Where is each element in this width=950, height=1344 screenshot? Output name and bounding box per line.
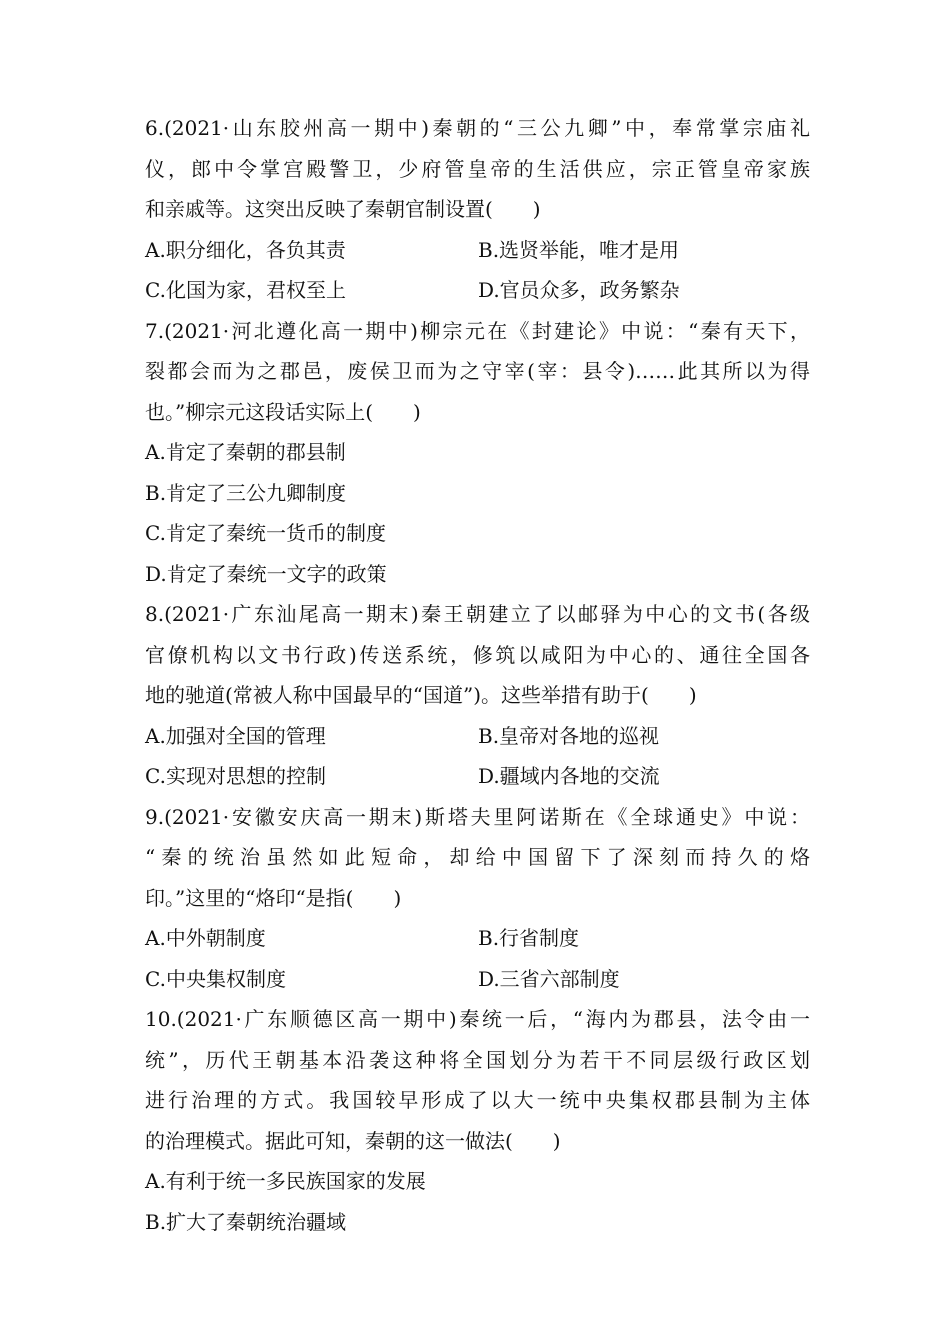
question-7-line-1: 7.(2021·河北遵化高一期中)柳宗元在《封建论》中说：“秦有天下，: [145, 318, 810, 343]
question-10-option-a[interactable]: A.有利于统一多民族国家的发展: [145, 1169, 426, 1193]
question-7-line-2: 裂都会而为之郡邑，废侯卫而为之守宰(宰：县令)……此其所以为得: [145, 359, 810, 383]
question-6-line-2: 仪，郎中令掌宫殿警卫，少府管皇帝的生活供应，宗正管皇帝家族: [145, 156, 810, 181]
question-6-stem: [145, 108, 810, 230]
question-7-option-a[interactable]: A.肯定了秦朝的郡县制: [145, 440, 346, 464]
question-7-option-d[interactable]: D.肯定了秦统一文字的政策: [145, 561, 387, 586]
question-10-line-4: 的治理模式。据此可知，秦朝的这一做法( ): [145, 1128, 561, 1153]
question-6-options-row-1: [145, 230, 810, 271]
question-8-line-1: 8.(2021·广东汕尾高一期末)秦王朝建立了以邮驿为中心的文书(各级: [145, 602, 810, 626]
question-8-line-3: 地的驰道(常被人称中国最早的“国道”)。这些举措有助于( ): [145, 683, 697, 707]
question-7-option-b[interactable]: B.肯定了三公九卿制度: [145, 480, 347, 505]
question-6-line-1: 6.(2021·山东胶州高一期中)秦朝的“三公九卿”中，奉常掌宗庙礼: [145, 116, 810, 140]
question-9-option-a[interactable]: A.中外朝制度: [145, 926, 266, 950]
question-9-options-row-1: [145, 918, 810, 959]
question-8-options-row-2: [145, 756, 810, 797]
question-8-option-d[interactable]: D.疆域内各地的交流: [478, 764, 660, 788]
question-8-option-b[interactable]: B.皇帝对各地的巡视: [478, 723, 660, 748]
question-9-line-1: 9.(2021·安徽安庆高一期末)斯塔夫里阿诺斯在《全球通史》中说：: [145, 804, 810, 829]
question-10-line-1: 10.(2021·广东顺德区高一期中)秦统一后，“海内为郡县，法令由一: [145, 1007, 810, 1031]
question-8-option-a[interactable]: A.加强对全国的管理: [145, 723, 326, 748]
question-6-options-row-2: [145, 270, 810, 311]
question-8: [145, 594, 810, 797]
question-6-line-3: 和亲戚等。这突出反映了秦朝官制设置( ): [145, 197, 541, 221]
question-9: [145, 797, 810, 1000]
question-10: [145, 999, 810, 1242]
question-8-line-2: 官僚机构以文书行政)传送系统，修筑以咸阳为中心的、通往全国各: [145, 642, 810, 667]
question-10-stem: [145, 999, 810, 1161]
question-7-stem: [145, 311, 810, 433]
question-9-option-b[interactable]: B.行省制度: [478, 926, 580, 950]
question-6-option-a[interactable]: A.职分细化，各负其责: [145, 237, 346, 262]
question-6-option-d[interactable]: D.官员众多，政务繁杂: [478, 278, 680, 302]
question-8-options-row-1: [145, 716, 810, 757]
question-6-option-c[interactable]: C.化国为家，君权至上: [145, 278, 346, 302]
question-9-line-3: 印。”这里的“烙印“是指( ): [145, 885, 402, 910]
question-9-option-c[interactable]: C.中央集权制度: [145, 966, 286, 991]
question-6-option-b[interactable]: B.选贤举能，唯才是用: [478, 237, 680, 262]
question-9-options-row-2: [145, 959, 810, 1000]
question-7-option-c[interactable]: C.肯定了秦统一货币的制度: [145, 521, 386, 545]
question-8-option-c[interactable]: C.实现对思想的控制: [145, 764, 326, 788]
question-9-stem: [145, 797, 810, 919]
question-9-option-d[interactable]: D.三省六部制度: [478, 966, 620, 991]
question-7: [145, 311, 810, 595]
question-9-line-2: “秦的统治虽然如此短命，却给中国留下了深刻而持久的烙: [145, 845, 810, 869]
question-7-line-3: 也。”柳宗元这段话实际上( ): [145, 399, 421, 424]
question-6: [145, 108, 810, 311]
question-10-option-b[interactable]: B.扩大了秦朝统治疆域: [145, 1209, 347, 1234]
question-8-stem: [145, 594, 810, 716]
question-page: [145, 108, 810, 1242]
question-10-line-3: 进行治理的方式。我国较早形成了以大一统中央集权郡县制为主体: [145, 1088, 810, 1112]
question-10-line-2: 统”，历代王朝基本沿袭这种将全国划分为若干不同层级行政区划: [145, 1047, 810, 1072]
